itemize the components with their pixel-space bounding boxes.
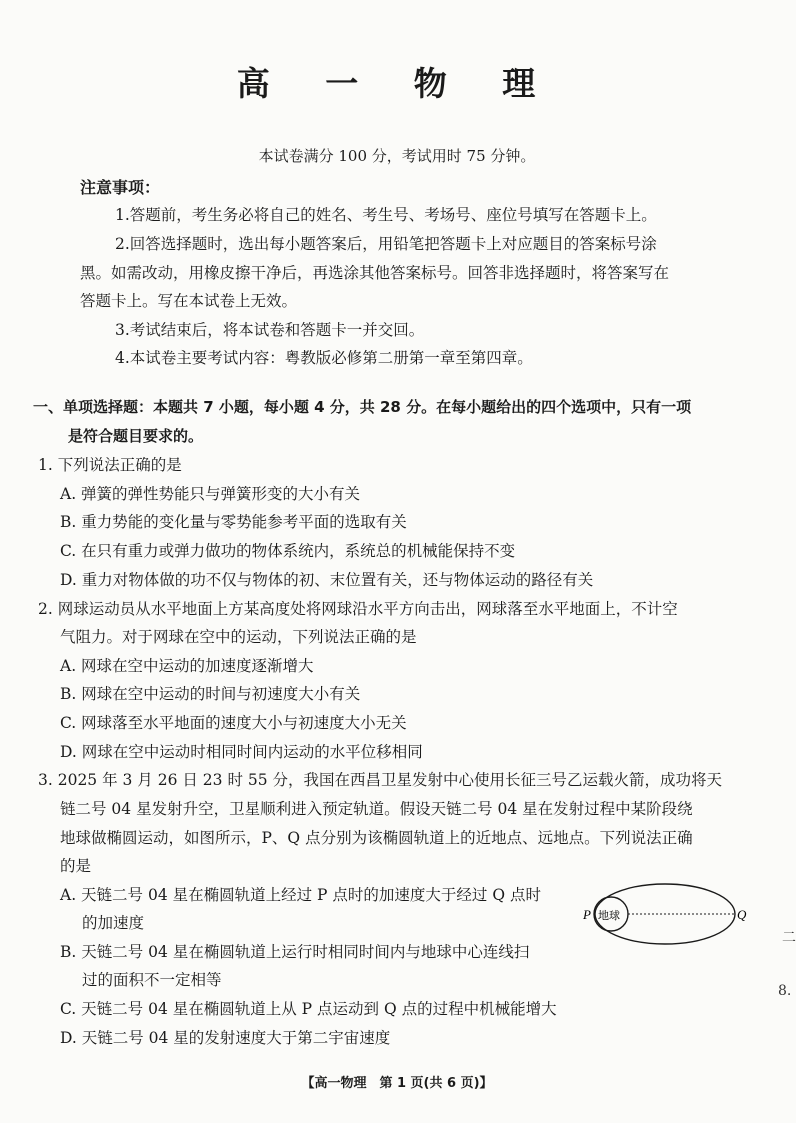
q2-option-c: C. 网球落至水平地面的速度大小与初速度大小无关 [60, 714, 407, 732]
q3-option-c: C. 天链二号 04 星在椭圆轨道上从 P 点运动到 Q 点的过程中机械能增大 [60, 1000, 557, 1018]
notice-heading: 注意事项： [80, 178, 161, 197]
q1-option-c: C. 在只有重力或弹力做功的物体系统内，系统总的机械能保持不变 [60, 542, 516, 560]
q2-stem-line-1: 2. 网球运动员从水平地面上方某高度处将网球沿水平方向击出，网球落至水平地面上，不计空 [38, 600, 678, 618]
q1-option-b: B. 重力势能的变化量与零势能参考平面的选取有关 [60, 513, 407, 531]
q2-option-a: A. 网球在空中运动的加速度逐渐增大 [60, 657, 314, 675]
section-heading-line-2: 是符合题目要求的。 [68, 427, 204, 445]
q1-stem: 1. 下列说法正确的是 [38, 456, 182, 474]
notice-line-3: 黑。如需改动，用橡皮擦干净后，再选涂其他答案标号。回答非选择题时，将答案写在 [80, 264, 670, 282]
q3-option-d: D. 天链二号 04 星的发射速度大于第二宇宙速度 [60, 1029, 391, 1047]
q3-stem-line-3: 地球做椭圆运动，如图所示，P、Q 点分别为该椭圆轨道上的近地点、远地点。下列说法正确 [60, 829, 693, 847]
q1-option-d: D. 重力对物体做的功不仅与物体的初、末位置有关，还与物体运动的路径有关 [60, 571, 594, 589]
q2-option-d: D. 网球在空中运动时相同时间内运动的水平位移相同 [60, 743, 423, 761]
notice-line-1: 1.答题前，考生务必将自己的姓名、考生号、考场号、座位号填写在答题卡上。 [115, 206, 657, 224]
q1-option-a: A. 弹簧的弹性势能只与弹簧形变的大小有关 [60, 485, 361, 503]
q3-option-a-line-1: A. 天链二号 04 星在椭圆轨道上经过 P 点时的加速度大于经过 Q 点时 [60, 886, 541, 904]
notice-line-5: 3.考试结束后，将本试卷和答题卡一并交回。 [115, 321, 425, 339]
q3-stem-line-4: 的是 [60, 857, 92, 875]
q2-option-b: B. 网球在空中运动的时间与初速度大小有关 [60, 685, 361, 703]
margin-mark-8: 8. [778, 983, 792, 999]
margin-mark-2: 二 [782, 930, 796, 946]
orbit-diagram [583, 876, 747, 956]
point-p-label: P [583, 907, 591, 922]
notice-line-4: 答题卡上。写在本试卷上无效。 [80, 292, 298, 310]
notice-line-6: 4.本试卷主要考试内容：粤教版必修第二册第一章至第四章。 [115, 349, 533, 367]
q3-option-b-line-2: 过的面积不一定相等 [82, 971, 222, 989]
notice-line-2: 2.回答选择题时，选出每小题答案后，用铅笔把答题卡上对应题目的答案标号涂 [115, 235, 657, 253]
q3-option-b-line-1: B. 天链二号 04 星在椭圆轨道上运行时相同时间内与地球中心连线扫 [60, 943, 530, 961]
page-title: 高 一 物 理 [236, 64, 558, 103]
section-heading-line-1: 一、单项选择题：本题共 7 小题，每小题 4 分，共 28 分。在每小题给出的四个选项中，只有一项 [33, 398, 692, 416]
exam-info: 本试卷满分 100 分，考试用时 75 分钟。 [258, 147, 536, 165]
q3-stem-line-1: 3. 2025 年 3 月 26 日 23 时 55 分，我国在西昌卫星发射中心使用长征三号乙运载火箭，成功将天 [38, 771, 723, 789]
page-footer: 【高一物理 第 1 页(共 6 页)】 [301, 1076, 493, 1091]
earth-label: 地球 [598, 909, 620, 922]
point-q-label: Q [737, 907, 747, 922]
q2-stem-line-2: 气阻力。对于网球在空中的运动，下列说法正确的是 [60, 628, 417, 646]
q3-option-a-line-2: 的加速度 [82, 914, 145, 932]
q3-stem-line-2: 链二号 04 星发射升空，卫星顺利进入预定轨道。假设天链二号 04 星在发射过程中某阶段绕 [60, 800, 693, 818]
